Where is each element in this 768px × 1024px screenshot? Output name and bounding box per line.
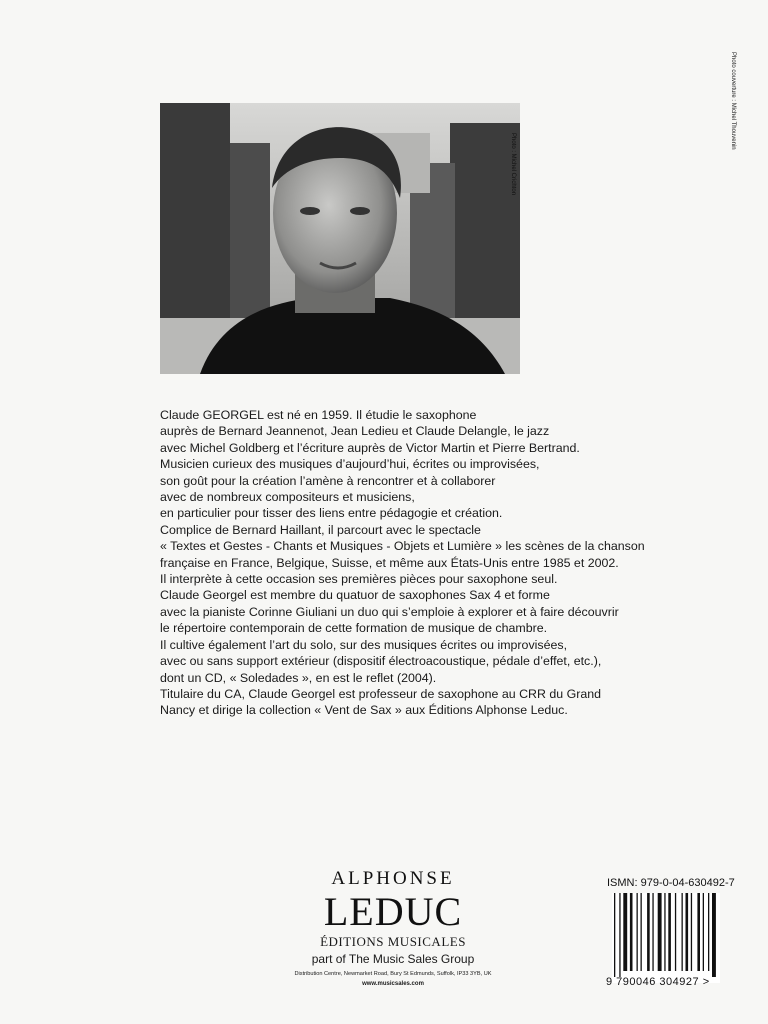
bio-line: Il cultive également l’art du solo, sur des musiques écrites ou improvisées,	[160, 637, 568, 652]
bio-line: son goût pour la création l’amène à rencontrer et à collaborer	[160, 473, 496, 488]
bio-line: avec ou sans support extérieur (dispositif électroacoustique, pédale d’effet, etc.),	[160, 654, 602, 669]
publisher-subtitle: ÉDITIONS MUSICALES	[320, 934, 466, 949]
bio-line: auprès de Bernard Jeannenot, Jean Ledieu et Claude Delangle, le jazz	[160, 424, 550, 439]
barcode-bar	[647, 893, 650, 971]
barcode-bar	[691, 893, 692, 971]
bio-line: en particulier pour tisser des liens entre pédagogie et création.	[160, 506, 503, 521]
publisher-name-main: LEDUC	[323, 889, 463, 934]
publisher-address: Distribution Centre, Newmarket Road, Bury St Edmunds, Suffolk, IP33 3YB, UK	[294, 971, 492, 977]
portrait-image	[160, 103, 520, 374]
bio-line: dont un CD, « Soledades », en est le reflet (2004).	[160, 670, 437, 685]
publisher-group: part of The Music Sales Group	[311, 952, 475, 966]
barcode-bar	[623, 893, 627, 971]
barcode-bar	[708, 893, 709, 971]
publisher-website: www.musicsales.com	[362, 981, 424, 987]
barcode-bar	[637, 893, 638, 971]
bio-line: Titulaire du CA, Claude Georgel est professeur de saxophone au CRR du Grand	[160, 686, 602, 701]
barcode-icon	[612, 893, 720, 983]
barcode-bar	[664, 893, 665, 971]
bio-line: avec de nombreux compositeurs et musiciens,	[160, 490, 415, 505]
barcode-bar	[641, 893, 642, 971]
author-photo	[160, 103, 520, 374]
ismn-label: ISMN: 979-0-04-630492-7	[607, 877, 735, 889]
biography-text	[160, 407, 645, 719]
bio-line: Musicien curieux des musiques d’aujourd’hui, écrites ou improvisées,	[160, 457, 540, 472]
bio-line: avec Michel Goldberg et l’écriture auprès de Victor Martin et Pierre Bertrand.	[160, 440, 580, 455]
barcode-bar	[686, 893, 689, 971]
barcode-bar	[619, 893, 620, 977]
bio-line: avec la pianiste Corinne Giuliani un duo qui s’emploie à explorer et à faire découvrir	[160, 604, 619, 619]
barcode-bar	[682, 893, 683, 971]
bio-line: Nancy et dirige la collection « Vent de Sax » aux Éditions Alphonse Leduc.	[160, 703, 568, 718]
bio-line: française en France, Belgique, Suisse, et même aux États-Unis entre 1985 et 2002.	[160, 555, 619, 570]
bio-line: Il interprète à cette occasion ses premières pièces pour saxophone seul.	[160, 572, 558, 587]
barcode-bar	[652, 893, 653, 971]
barcode-number: 9 790046 304927 >	[606, 976, 710, 988]
barcode-bar	[668, 893, 671, 971]
barcode-bar	[697, 893, 700, 971]
barcode-bar	[712, 893, 716, 977]
bio-line: « Textes et Gestes - Chants et Musiques - Objets et Lumière » les scènes de la chanson	[160, 539, 645, 554]
barcode-bar	[703, 893, 704, 971]
barcode-bar	[630, 893, 633, 971]
bio-line: le répertoire contemporain de cette formation de musique de chambre.	[160, 621, 548, 636]
barcode-bar	[614, 893, 615, 977]
barcode-bar	[658, 893, 662, 971]
bio-line: Complice de Bernard Haillant, il parcourt avec le spectacle	[160, 522, 481, 537]
cover-photo-credit: Photo couverture : Michel Thouvenin	[730, 52, 736, 150]
bio-line: Claude Georgel est membre du quatuor de saxophones Sax 4 et forme	[160, 588, 550, 603]
barcode-bar	[675, 893, 676, 971]
publisher-logo	[248, 868, 538, 987]
publisher-name-first: ALPHONSE	[331, 868, 455, 889]
bio-line: Claude GEORGEL est né en 1959. Il étudie le saxophone	[160, 408, 477, 422]
photo-credit: Photo : Michel Crichton	[510, 133, 516, 196]
